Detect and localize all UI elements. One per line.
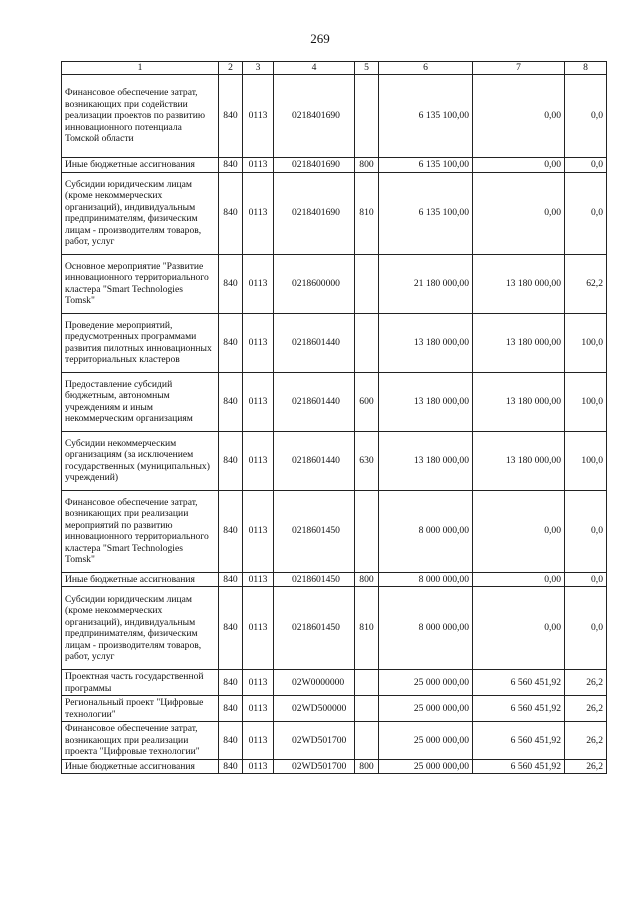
row-name: Субсидии юридическим лицам (кроме некоммерческих организаций), индивидуальным предпринимателям, физическим лицам - производителям товаров, работ, услуг xyxy=(62,587,219,670)
cell-c7: 0,00 xyxy=(473,172,565,254)
cell-c7: 0,00 xyxy=(473,158,565,173)
table-row xyxy=(62,158,607,173)
table-row xyxy=(62,372,607,431)
row-name: Субсидии некоммерческим организациям (за исключением государственных (муниципальных) учреждений) xyxy=(62,431,219,490)
column-header: 5 xyxy=(355,62,379,75)
cell-c8: 100,0 xyxy=(565,372,607,431)
cell-c2: 840 xyxy=(219,490,243,572)
cell-c2: 840 xyxy=(219,172,243,254)
cell-c5: 810 xyxy=(355,587,379,670)
cell-c2: 840 xyxy=(219,572,243,587)
cell-c7: 13 180 000,00 xyxy=(473,431,565,490)
cell-c4: 0218601450 xyxy=(274,572,355,587)
cell-c2: 840 xyxy=(219,313,243,372)
cell-c2: 840 xyxy=(219,670,243,696)
table-body xyxy=(62,62,607,774)
cell-c8: 0,0 xyxy=(565,75,607,158)
cell-c4: 02WD500000 xyxy=(274,696,355,722)
column-header: 2 xyxy=(219,62,243,75)
cell-c8: 62,2 xyxy=(565,254,607,313)
cell-c6: 6 135 100,00 xyxy=(379,75,473,158)
column-header: 1 xyxy=(62,62,219,75)
page-number: 269 xyxy=(310,31,330,46)
table-row xyxy=(62,587,607,670)
table-row xyxy=(62,696,607,722)
cell-c3: 0113 xyxy=(243,759,274,774)
cell-c3: 0113 xyxy=(243,696,274,722)
cell-c6: 25 000 000,00 xyxy=(379,759,473,774)
row-name: Предоставление субсидий бюджетным, автономным учреждениям и иным некоммерческим организациям xyxy=(62,372,219,431)
cell-c6: 6 135 100,00 xyxy=(379,172,473,254)
cell-c5 xyxy=(355,670,379,696)
cell-c2: 840 xyxy=(219,587,243,670)
cell-c4: 0218601440 xyxy=(274,313,355,372)
cell-c5 xyxy=(355,722,379,760)
cell-c6: 8 000 000,00 xyxy=(379,587,473,670)
cell-c3: 0113 xyxy=(243,670,274,696)
cell-c3: 0113 xyxy=(243,572,274,587)
table-row xyxy=(62,670,607,696)
cell-c7: 6 560 451,92 xyxy=(473,759,565,774)
cell-c4: 0218401690 xyxy=(274,75,355,158)
cell-c4: 0218600000 xyxy=(274,254,355,313)
cell-c8: 0,0 xyxy=(565,172,607,254)
column-header: 4 xyxy=(274,62,355,75)
table-row xyxy=(62,722,607,760)
cell-c2: 840 xyxy=(219,759,243,774)
cell-c4: 02WD501700 xyxy=(274,759,355,774)
cell-c3: 0113 xyxy=(243,172,274,254)
row-name: Региональный проект "Цифровые технологии" xyxy=(62,696,219,722)
cell-c6: 13 180 000,00 xyxy=(379,372,473,431)
cell-c6: 25 000 000,00 xyxy=(379,722,473,760)
cell-c7: 13 180 000,00 xyxy=(473,254,565,313)
cell-c8: 26,2 xyxy=(565,759,607,774)
cell-c6: 8 000 000,00 xyxy=(379,490,473,572)
cell-c8: 0,0 xyxy=(565,158,607,173)
cell-c5: 800 xyxy=(355,572,379,587)
cell-c5 xyxy=(355,254,379,313)
cell-c8: 26,2 xyxy=(565,722,607,760)
row-name: Иные бюджетные ассигнования xyxy=(62,158,219,173)
cell-c7: 13 180 000,00 xyxy=(473,313,565,372)
cell-c5 xyxy=(355,75,379,158)
cell-c8: 26,2 xyxy=(565,696,607,722)
cell-c6: 13 180 000,00 xyxy=(379,431,473,490)
cell-c6: 21 180 000,00 xyxy=(379,254,473,313)
table-row xyxy=(62,759,607,774)
column-header-row xyxy=(62,62,607,75)
cell-c4: 0218601440 xyxy=(274,431,355,490)
cell-c3: 0113 xyxy=(243,722,274,760)
cell-c8: 100,0 xyxy=(565,431,607,490)
row-name: Проведение мероприятий, предусмотренных программами развития пилотных инновационных территориальных кластеров xyxy=(62,313,219,372)
table-row xyxy=(62,313,607,372)
column-header: 6 xyxy=(379,62,473,75)
cell-c7: 6 560 451,92 xyxy=(473,722,565,760)
cell-c8: 0,0 xyxy=(565,572,607,587)
cell-c5 xyxy=(355,696,379,722)
cell-c5: 630 xyxy=(355,431,379,490)
cell-c3: 0113 xyxy=(243,431,274,490)
cell-c2: 840 xyxy=(219,75,243,158)
row-name: Субсидии юридическим лицам (кроме некоммерческих организаций), индивидуальным предпринимателям, физическим лицам - производителям товаров, работ, услуг xyxy=(62,172,219,254)
cell-c3: 0113 xyxy=(243,313,274,372)
row-name: Финансовое обеспечение затрат, возникающих при реализации мероприятий по развитию инновационного территориального кластера "Smart Technologies Tomsk" xyxy=(62,490,219,572)
cell-c6: 25 000 000,00 xyxy=(379,670,473,696)
cell-c8: 100,0 xyxy=(565,313,607,372)
column-header: 8 xyxy=(565,62,607,75)
row-name: Иные бюджетные ассигнования xyxy=(62,572,219,587)
cell-c6: 8 000 000,00 xyxy=(379,572,473,587)
cell-c3: 0113 xyxy=(243,75,274,158)
budget-table xyxy=(61,61,607,774)
cell-c3: 0113 xyxy=(243,254,274,313)
table-row xyxy=(62,490,607,572)
cell-c3: 0113 xyxy=(243,587,274,670)
cell-c2: 840 xyxy=(219,431,243,490)
cell-c3: 0113 xyxy=(243,158,274,173)
table-row xyxy=(62,172,607,254)
cell-c2: 840 xyxy=(219,722,243,760)
cell-c3: 0113 xyxy=(243,490,274,572)
cell-c4: 0218601440 xyxy=(274,372,355,431)
cell-c7: 0,00 xyxy=(473,587,565,670)
row-name: Основное мероприятие "Развитие инновационного территориального кластера "Smart Technologies Tomsk" xyxy=(62,254,219,313)
cell-c4: 02W0000000 xyxy=(274,670,355,696)
cell-c4: 0218401690 xyxy=(274,158,355,173)
cell-c5: 800 xyxy=(355,158,379,173)
cell-c5 xyxy=(355,313,379,372)
cell-c7: 0,00 xyxy=(473,572,565,587)
table-row xyxy=(62,254,607,313)
table-row xyxy=(62,572,607,587)
cell-c7: 13 180 000,00 xyxy=(473,372,565,431)
cell-c8: 26,2 xyxy=(565,670,607,696)
row-name: Проектная часть государственной программы xyxy=(62,670,219,696)
cell-c3: 0113 xyxy=(243,372,274,431)
cell-c7: 6 560 451,92 xyxy=(473,696,565,722)
row-name: Иные бюджетные ассигнования xyxy=(62,759,219,774)
cell-c5 xyxy=(355,490,379,572)
row-name: Финансовое обеспечение затрат, возникающих при содействии реализации проектов по развитию инновационного потенциала Томской области xyxy=(62,75,219,158)
cell-c8: 0,0 xyxy=(565,490,607,572)
cell-c4: 02WD501700 xyxy=(274,722,355,760)
cell-c6: 25 000 000,00 xyxy=(379,696,473,722)
cell-c8: 0,0 xyxy=(565,587,607,670)
table-row xyxy=(62,75,607,158)
cell-c5: 800 xyxy=(355,759,379,774)
cell-c4: 0218601450 xyxy=(274,587,355,670)
cell-c7: 6 560 451,92 xyxy=(473,670,565,696)
cell-c4: 0218401690 xyxy=(274,172,355,254)
table-row xyxy=(62,431,607,490)
cell-c2: 840 xyxy=(219,158,243,173)
cell-c2: 840 xyxy=(219,372,243,431)
cell-c5: 600 xyxy=(355,372,379,431)
cell-c7: 0,00 xyxy=(473,490,565,572)
cell-c5: 810 xyxy=(355,172,379,254)
row-name: Финансовое обеспечение затрат, возникающих при реализации проекта "Цифровые технологии" xyxy=(62,722,219,760)
column-header: 7 xyxy=(473,62,565,75)
cell-c6: 13 180 000,00 xyxy=(379,313,473,372)
cell-c2: 840 xyxy=(219,696,243,722)
cell-c6: 6 135 100,00 xyxy=(379,158,473,173)
cell-c4: 0218601450 xyxy=(274,490,355,572)
column-header: 3 xyxy=(243,62,274,75)
cell-c2: 840 xyxy=(219,254,243,313)
cell-c7: 0,00 xyxy=(473,75,565,158)
